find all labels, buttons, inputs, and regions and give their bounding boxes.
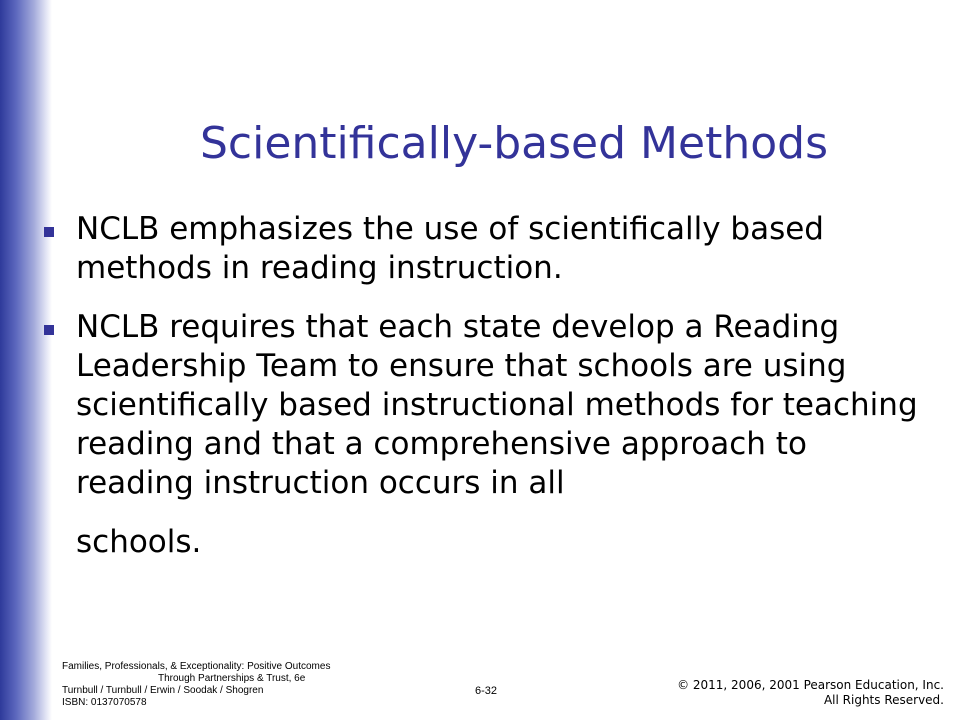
square-bullet-icon bbox=[44, 227, 54, 237]
square-bullet-icon bbox=[44, 325, 54, 335]
bullet-text-tail: schools. bbox=[76, 524, 202, 560]
bullet-list bbox=[44, 210, 924, 582]
footer-book-info bbox=[62, 661, 382, 709]
footer-isbn: ISBN: 0137070578 bbox=[62, 697, 147, 708]
copyright-text: © 2011, 2006, 2001 Pearson Education, Inc. bbox=[677, 678, 944, 692]
footer-book-title: Families, Professionals, & Exceptionality: Positive Outcomes bbox=[62, 661, 331, 672]
bullet-text: NCLB emphasizes the use of scientifically based methods in reading instruction. bbox=[76, 211, 824, 286]
footer-book-subtitle: Through Partnerships & Trust, 6e bbox=[158, 673, 306, 684]
rights-text: All Rights Reserved. bbox=[823, 693, 944, 707]
page-number: 6-32 bbox=[475, 685, 498, 697]
footer-copyright bbox=[677, 678, 944, 708]
bullet-item-2 bbox=[44, 308, 924, 562]
slide-title: Scientifically-based Methods bbox=[200, 118, 828, 169]
bullet-text: NCLB requires that each state develop a Reading Leadership Team to ensure that schools are using scientifically based instructional methods for teaching reading and that a comprehensive approach to reading instruction occurs in all bbox=[76, 309, 918, 501]
footer-authors: Turnbull / Turnbull / Erwin / Soodak / Shogren bbox=[62, 685, 264, 696]
bullet-item-1 bbox=[44, 210, 924, 288]
